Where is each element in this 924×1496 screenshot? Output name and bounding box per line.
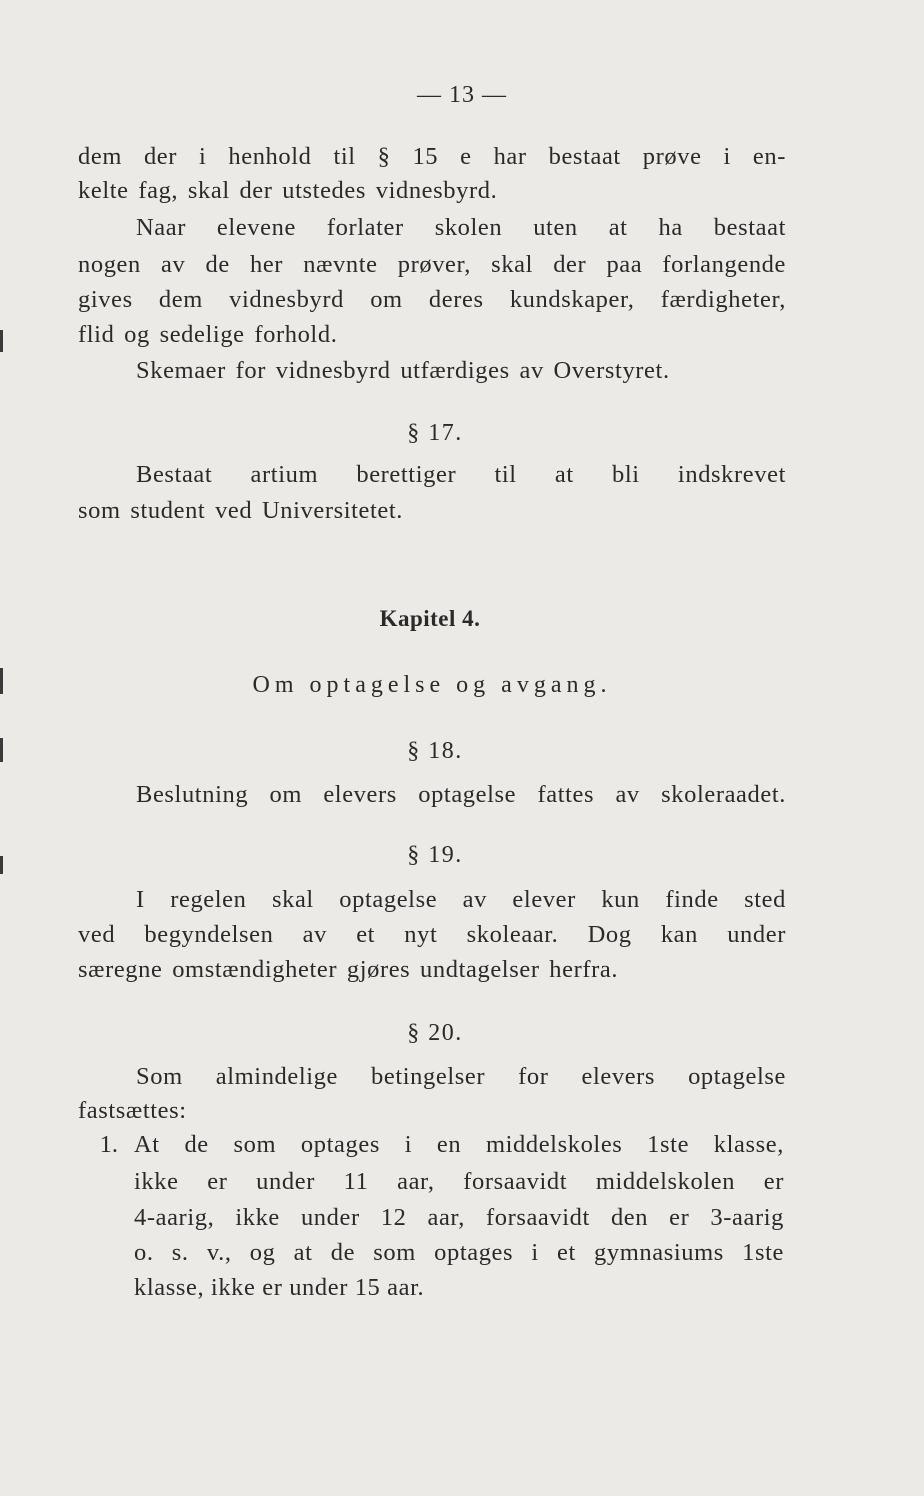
list-item-line: o. s. v., og at de som optages i et gymnasiums 1ste: [134, 1239, 784, 1266]
list-item-number: 1.: [99, 1131, 118, 1158]
chapter-subtitle: Om optagelse og avgang.: [252, 672, 612, 698]
scan-edge-mark: [0, 330, 3, 352]
page-number: — 13 —: [417, 82, 507, 108]
text-line: fastsættes:: [78, 1097, 187, 1124]
text-line: som student ved Universitetet.: [78, 497, 404, 524]
text-line: flid og sedelige forhold.: [78, 321, 338, 348]
section-heading: § 17.: [407, 420, 463, 446]
list-item-line: klasse, ikke er under 15 aar.: [134, 1274, 425, 1301]
section-heading: § 19.: [407, 842, 463, 868]
text-line: dem der i henhold til § 15 e har bestaat prøve i en-: [78, 143, 786, 170]
list-item-line: 4-aarig, ikke under 12 aar, forsaavidt den er 3-aarig: [134, 1204, 784, 1231]
text-line: gives dem vidnesbyrd om deres kundskaper, færdigheter,: [78, 286, 786, 313]
text-line: særegne omstændigheter gjøres undtagelser herfra.: [78, 956, 619, 983]
text-line: I regelen skal optagelse av elever kun finde sted: [136, 886, 786, 913]
text-line: nogen av de her nævnte prøver, skal der paa forlangende: [78, 251, 786, 278]
chapter-title: Kapitel 4.: [379, 606, 481, 631]
text-line: kelte fag, skal der utstedes vidnesbyrd.: [78, 177, 498, 204]
list-item-line: At de som optages i en middelskoles 1ste klasse,: [134, 1131, 784, 1158]
text-line: Bestaat artium berettiger til at bli indskrevet: [136, 461, 786, 488]
text-line: Som almindelige betingelser for elevers optagelse: [136, 1063, 786, 1090]
section-heading: § 20.: [407, 1020, 463, 1046]
text-line: ved begyndelsen av et nyt skoleaar. Dog kan under: [78, 921, 786, 948]
text-line: Beslutning om elevers optagelse fattes av skoleraadet.: [136, 781, 786, 808]
section-heading: § 18.: [407, 738, 463, 764]
text-line: Naar elevene forlater skolen uten at ha bestaat: [136, 214, 786, 241]
text-line: Skemaer for vidnesbyrd utfærdiges av Overstyret.: [136, 357, 670, 384]
list-item-line: ikke er under 11 aar, forsaavidt middelskolen er: [134, 1168, 784, 1195]
